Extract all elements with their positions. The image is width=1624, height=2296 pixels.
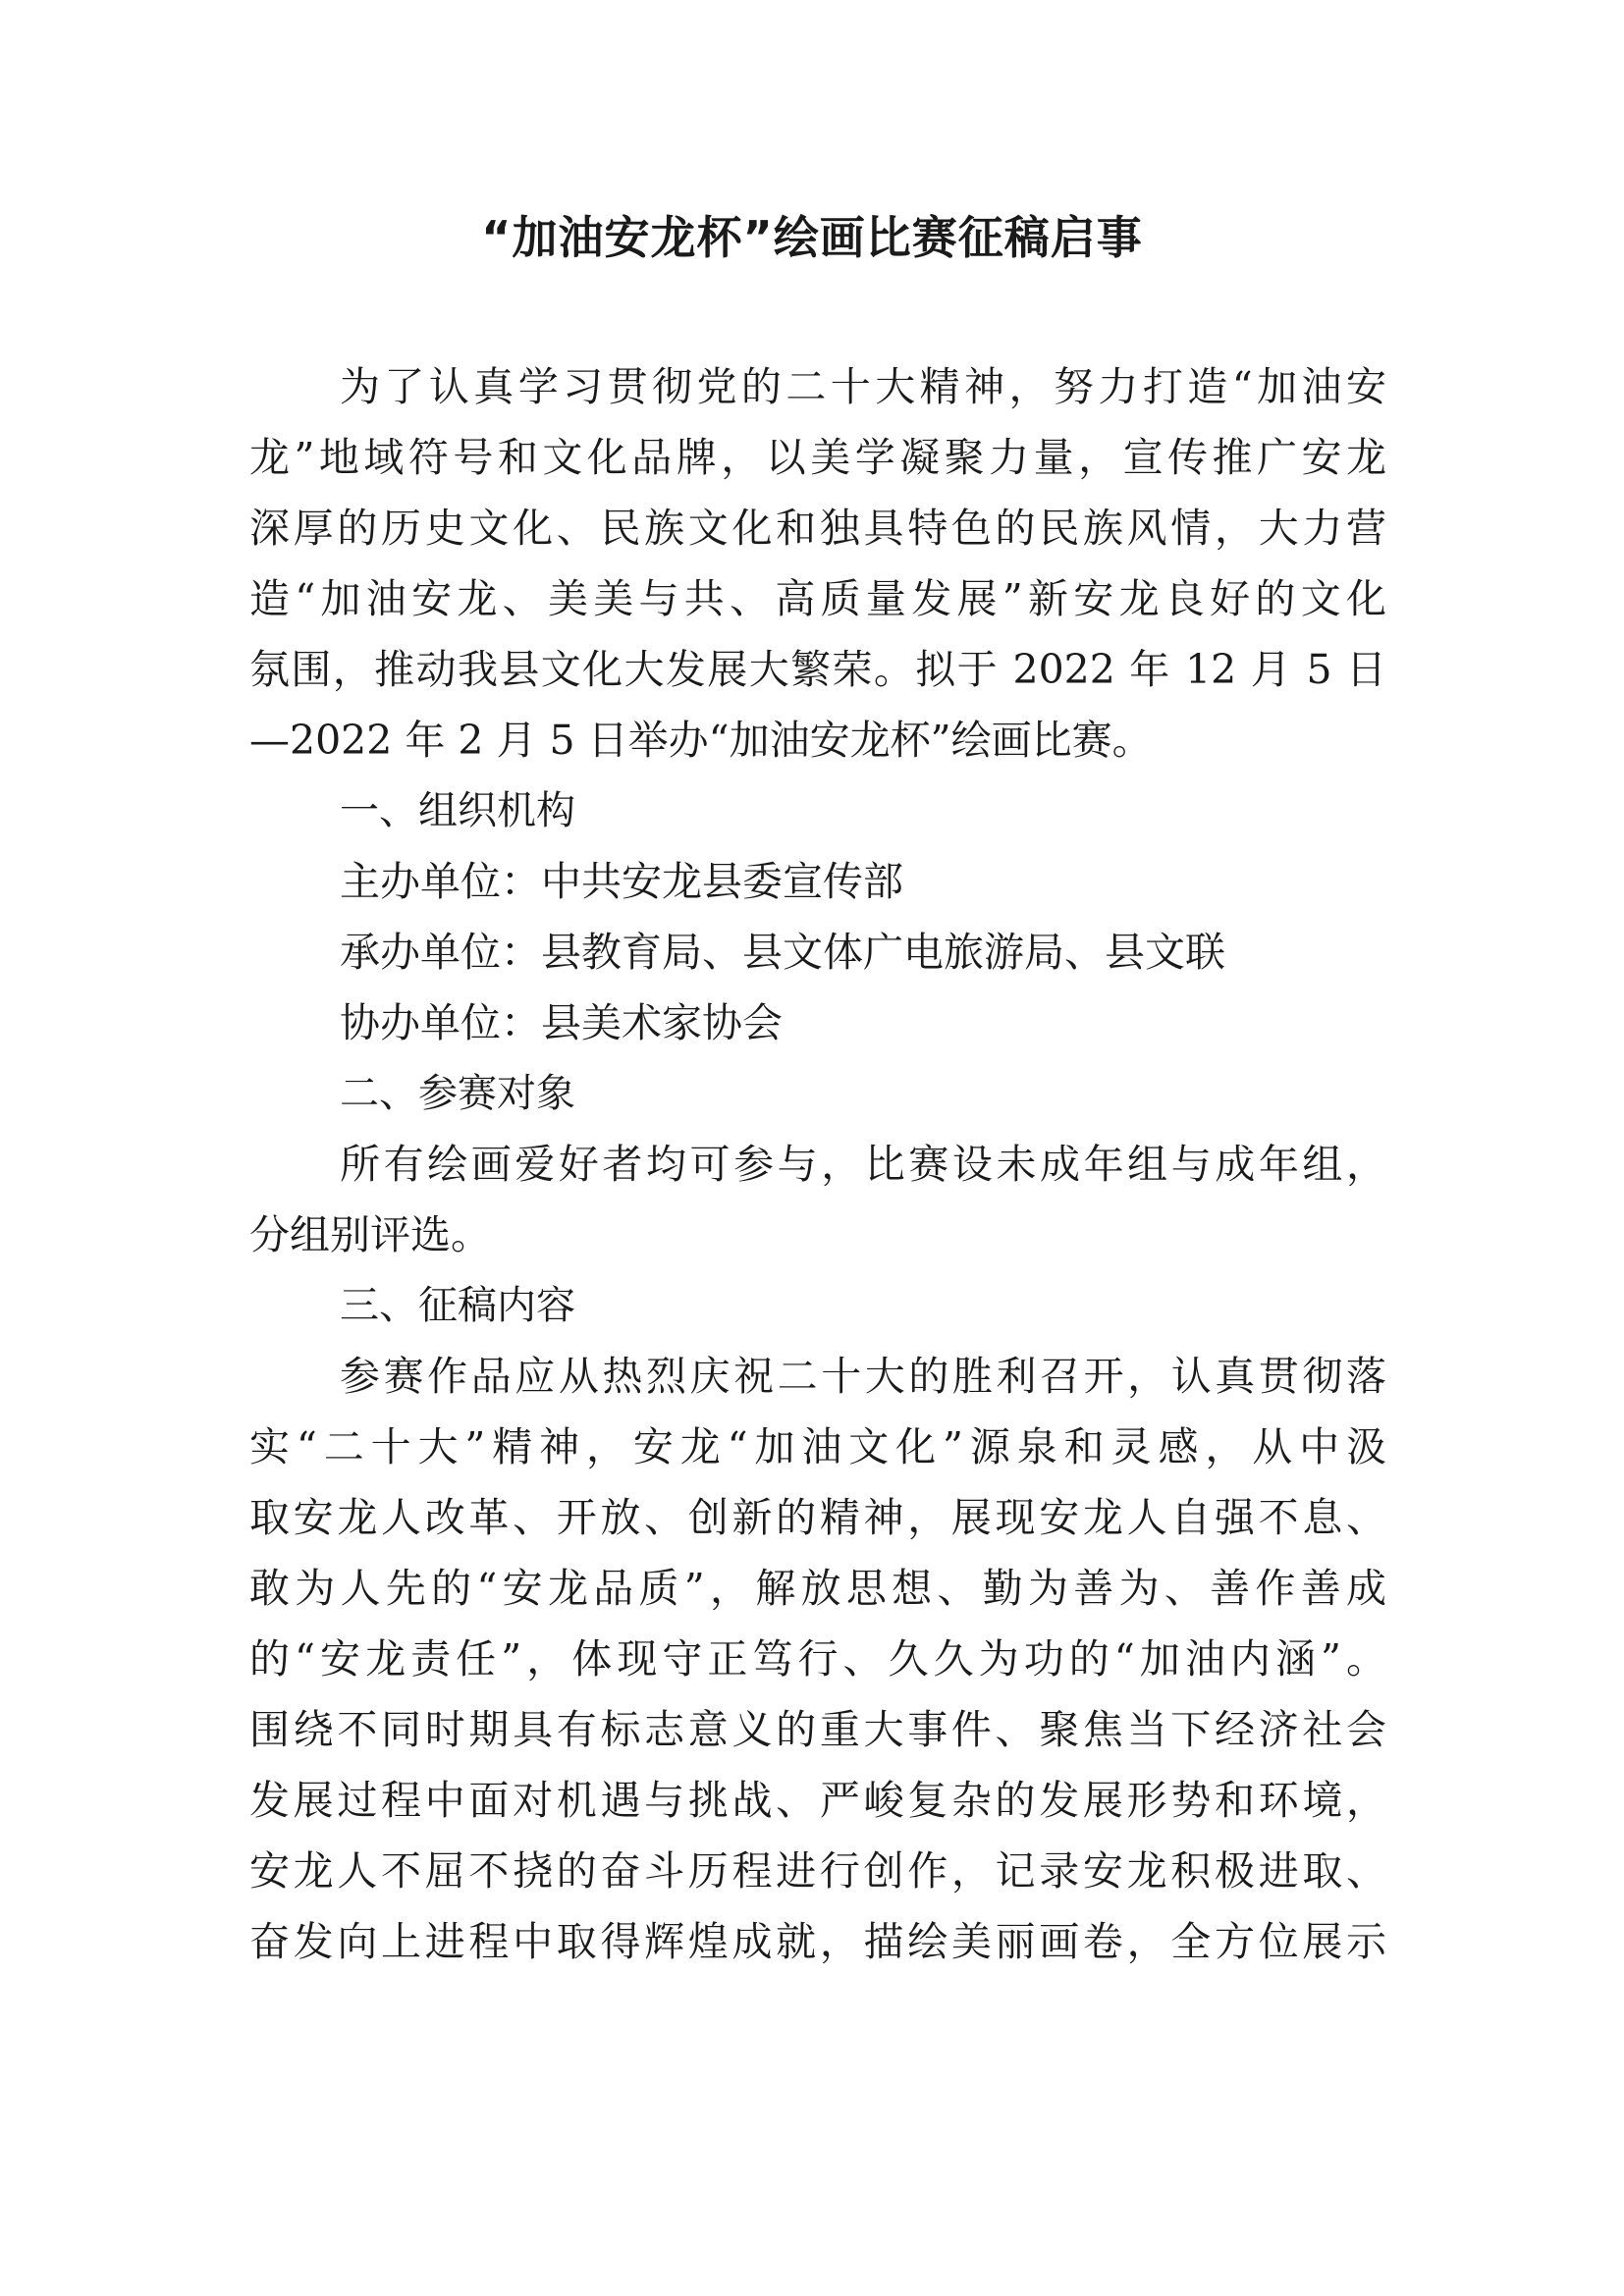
document-body (249, 351, 1386, 1977)
section-heading: 一、组织机构 (340, 788, 575, 833)
paragraph-line: 分组别评选。 (249, 1211, 491, 1258)
paragraph-line: 为了认真学习贯彻党的二十大精神，努力打造“加油安 (340, 363, 1386, 410)
paragraph-line: 取安龙人改革、开放、创新的精神，展现安龙人自强不息、 (249, 1494, 1386, 1541)
paragraph-line: 龙”地域符号和文化品牌，以美学凝聚力量，宣传推广安龙 (249, 434, 1386, 481)
paragraph-line: —2022 年 2 月 5 日举办“加油安龙杯”绘画比赛。 (249, 717, 1153, 764)
section-participants (249, 1058, 1386, 1270)
section-heading: 二、参赛对象 (340, 1071, 575, 1116)
paragraph-line: 安龙人不屈不挠的奋斗历程进行创作，记录安龙积极进取、 (249, 1847, 1386, 1895)
paragraph-line: 深厚的历史文化、民族文化和独具特色的民族风情，大力营 (249, 505, 1386, 552)
section-heading: 三、征稿内容 (340, 1283, 575, 1328)
section-content (249, 1270, 1386, 1977)
paragraph-line: 敢为人先的“安龙品质”，解放思想、勤为善为、善作善成 (249, 1565, 1386, 1612)
paragraph-line: 实“二十大”精神，安龙“加油文化”源泉和灵感，从中汲 (249, 1423, 1386, 1470)
paragraph-line: 的“安龙责任”，体现守正笃行、久久为功的“加油内涵”。 (249, 1635, 1386, 1682)
intro-paragraph (249, 351, 1386, 775)
paragraph-line: 参赛作品应从热烈庆祝二十大的胜利召开，认真贯彻落 (340, 1353, 1386, 1400)
paragraph-line: 奋发向上进程中取得辉煌成就，描绘美丽画卷，全方位展示 (249, 1918, 1386, 1965)
co-organizer-unit: 协办单位：县美术家协会 (340, 999, 783, 1046)
paragraph-line: 造“加油安龙、美美与共、高质量发展”新安龙良好的文化 (249, 575, 1386, 622)
paragraph-line: 氛围，推动我县文化大发展大繁荣。拟于 2022 年 12 月 5 日 (249, 646, 1386, 693)
document-title: “加油安龙杯”绘画比赛征稿启事 (481, 211, 1143, 264)
section-organization (249, 775, 1386, 1058)
host-unit: 主办单位：中共安龙县委宣传部 (340, 858, 903, 905)
paragraph-line: 发展过程中面对机遇与挑战、严峻复杂的发展形势和环境， (249, 1777, 1386, 1824)
paragraph-line: 围绕不同时期具有标志意义的重大事件、聚焦当下经济社会 (249, 1706, 1386, 1753)
paragraph-line: 所有绘画爱好者均可参与，比赛设未成年组与成年组， (340, 1141, 1386, 1188)
organizer-unit: 承办单位：县教育局、县文体广电旅游局、县文联 (340, 929, 1225, 976)
